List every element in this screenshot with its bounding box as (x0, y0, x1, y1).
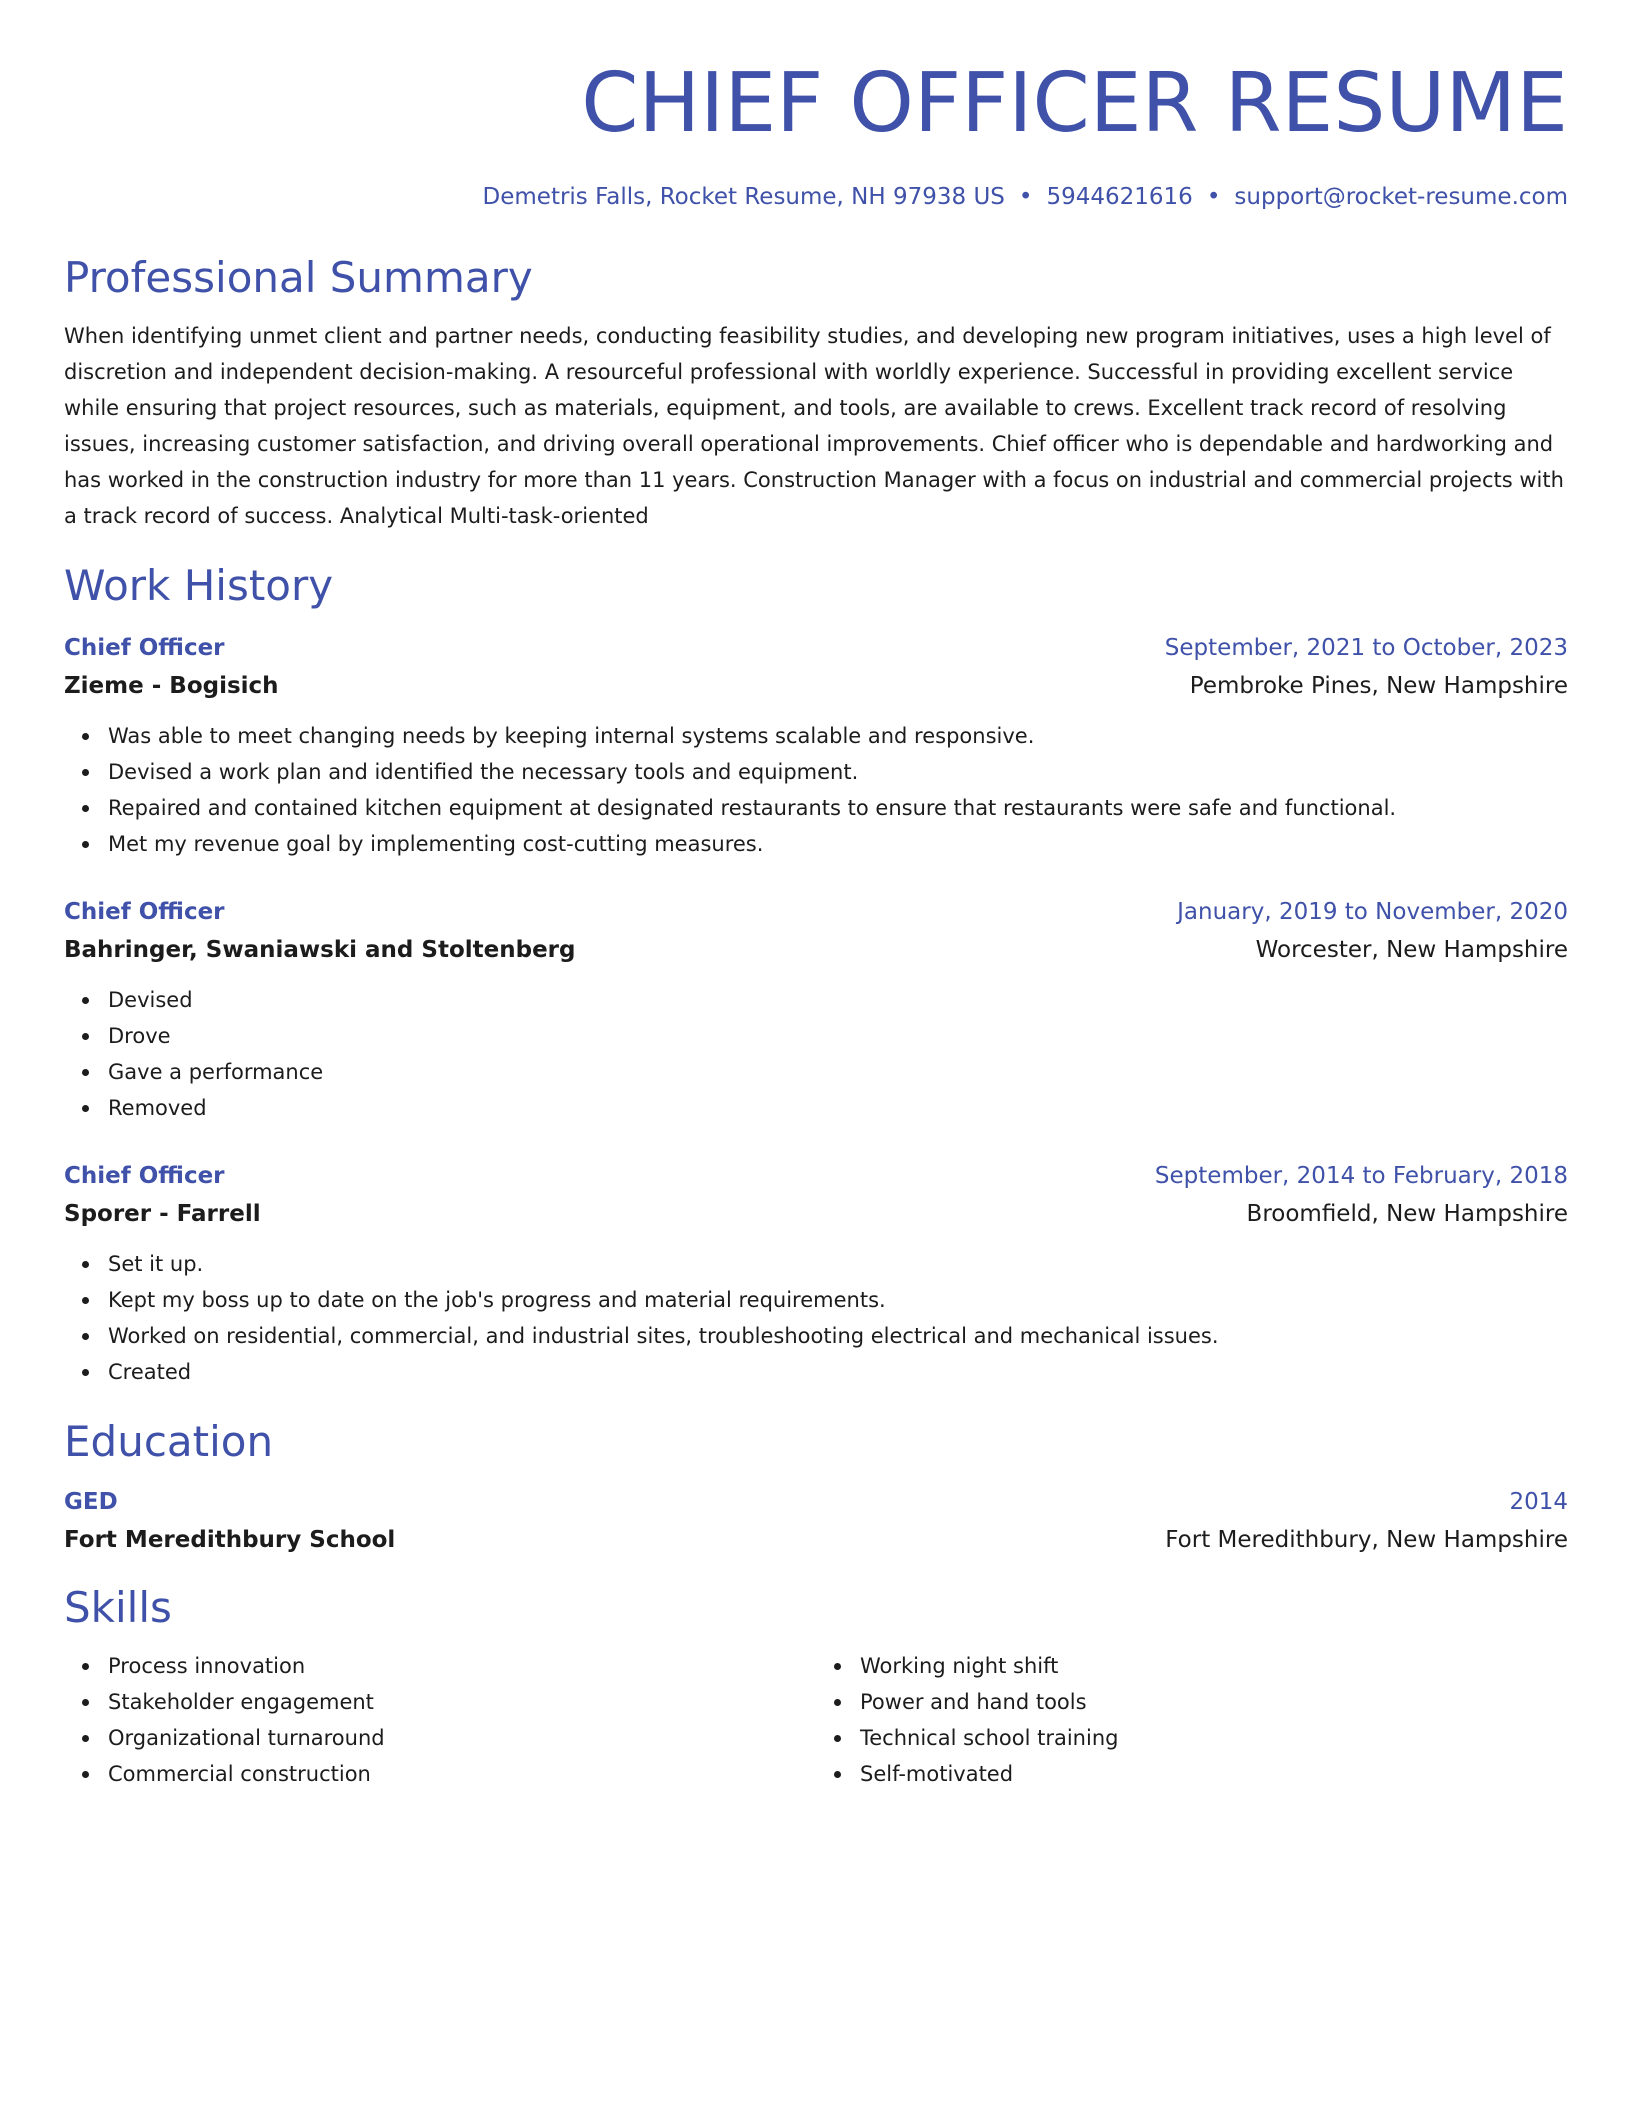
education-heading: Education (64, 1417, 274, 1466)
contact-address: Demetris Falls, Rocket Resume, NH 97938 US (482, 184, 1005, 210)
job-title: Chief Officer (64, 635, 225, 661)
education-degree: GED (64, 1489, 118, 1515)
bullet-icon (82, 1333, 89, 1340)
job-company: Sporer - Farrell (64, 1201, 261, 1227)
list-item: Set it up. (108, 1246, 1568, 1282)
bullet-icon (82, 997, 89, 1004)
bullet-icon (82, 1369, 89, 1376)
bullet-icon (834, 1699, 841, 1706)
list-item: Devised a work plan and identified the necessary tools and equipment. (108, 754, 1568, 790)
list-item: Worked on residential, commercial, and industrial sites, troubleshooting electrical and mechanical issues. (108, 1318, 1568, 1354)
job-entry (64, 894, 1568, 1126)
contact-line (64, 182, 1568, 212)
bullet-icon (82, 1663, 89, 1670)
list-item: Kept my boss up to date on the job's progress and material requirements. (108, 1282, 1568, 1318)
job-bullets (64, 982, 1568, 1126)
list-item: Technical school training (860, 1720, 1568, 1756)
bullet-icon (82, 841, 89, 848)
list-item: Stakeholder engagement (108, 1684, 816, 1720)
skills-columns (64, 1648, 1568, 1792)
bullet-icon (82, 769, 89, 776)
resume-title: CHIEF OFFICER RESUME (581, 56, 1568, 151)
job-entry (64, 630, 1568, 862)
bullet-icon (834, 1735, 841, 1742)
job-dates: January, 2019 to November, 2020 (1177, 899, 1568, 925)
job-company: Zieme - Bogisich (64, 673, 279, 699)
list-item: Self-motivated (860, 1756, 1568, 1792)
bullet-icon (82, 1771, 89, 1778)
job-location: Worcester, New Hampshire (1255, 937, 1568, 963)
education-location: Fort Meredithbury, New Hampshire (1165, 1527, 1568, 1553)
job-company: Bahringer, Swaniawski and Stoltenberg (64, 937, 576, 963)
skills-heading: Skills (64, 1583, 172, 1632)
list-item: Drove (108, 1018, 1568, 1054)
list-item: Organizational turnaround (108, 1720, 816, 1756)
bullet-icon (82, 1033, 89, 1040)
bullet-icon (82, 733, 89, 740)
bullet-icon (82, 1735, 89, 1742)
list-item: Repaired and contained kitchen equipment at designated restaurants to ensure that restaurants were safe and functional. (108, 790, 1568, 826)
education-school: Fort Meredithbury School (64, 1527, 396, 1553)
contact-separator: • (1206, 184, 1221, 210)
work-history-heading: Work History (64, 561, 334, 610)
bullet-icon (82, 1069, 89, 1076)
job-entry (64, 1158, 1568, 1390)
job-dates: September, 2014 to February, 2018 (1154, 1163, 1568, 1189)
bullet-icon (82, 1261, 89, 1268)
job-bullets (64, 1246, 1568, 1390)
contact-email: support@rocket-resume.com (1234, 184, 1568, 210)
list-item: Commercial construction (108, 1756, 816, 1792)
summary-text: When identifying unmet client and partner needs, conducting feasibility studies, and developing new program initiatives, uses a high level of discretion and independent decision-making. A resourceful professional with worldly experience. Successful in providing excellent service while ensuring that project resources, such as materials, equipment, and tools, are available to crews. Excellent track record of resolving issues, increasing customer satisfaction, and driving overall operational improvements. Chief officer who is dependable and hardworking and has worked in the construction industry for more than 11 years. Construction Manager with a focus on industrial and commercial projects with a track record of success. Analytical Multi-task-oriented (64, 324, 1564, 528)
contact-phone: 5944621616 (1046, 184, 1193, 210)
job-location: Broomfield, New Hampshire (1246, 1201, 1568, 1227)
bullet-icon (82, 1105, 89, 1112)
bullet-icon (834, 1771, 841, 1778)
list-item: Was able to meet changing needs by keeping internal systems scalable and responsive. (108, 718, 1568, 754)
job-title: Chief Officer (64, 1163, 225, 1189)
bullet-icon (82, 1297, 89, 1304)
list-item: Power and hand tools (860, 1684, 1568, 1720)
list-item: Met my revenue goal by implementing cost-cutting measures. (108, 826, 1568, 862)
contact-separator: • (1018, 184, 1033, 210)
list-item: Devised (108, 982, 1568, 1018)
education-entry (64, 1484, 1568, 1560)
job-title: Chief Officer (64, 899, 225, 925)
list-item: Gave a performance (108, 1054, 1568, 1090)
bullet-icon (82, 805, 89, 812)
list-item: Working night shift (860, 1648, 1568, 1684)
education-year: 2014 (1509, 1489, 1568, 1515)
bullet-icon (834, 1663, 841, 1670)
skills-list-right (816, 1648, 1568, 1792)
summary-heading: Professional Summary (64, 253, 533, 302)
resume-header (64, 56, 1568, 212)
list-item: Removed (108, 1090, 1568, 1126)
list-item: Process innovation (108, 1648, 816, 1684)
job-bullets (64, 718, 1568, 862)
bullet-icon (82, 1699, 89, 1706)
job-dates: September, 2021 to October, 2023 (1164, 635, 1568, 661)
skills-list-left (64, 1648, 816, 1792)
list-item: Created (108, 1354, 1568, 1390)
job-location: Pembroke Pines, New Hampshire (1189, 673, 1568, 699)
